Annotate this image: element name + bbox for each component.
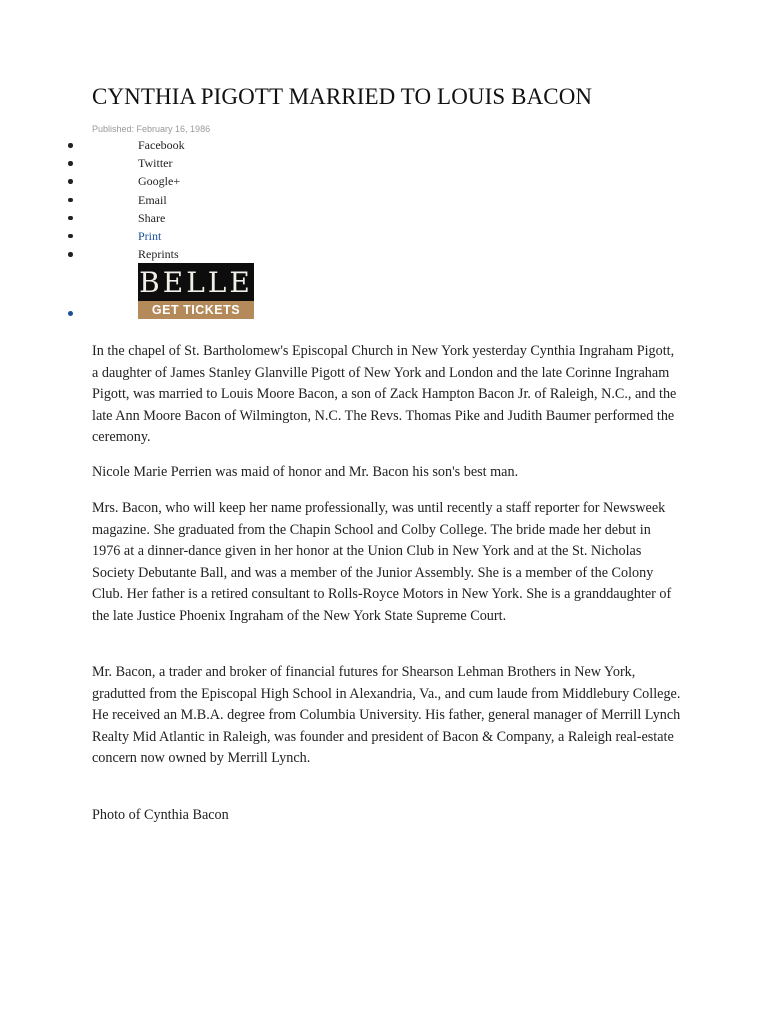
list-bullet [68, 161, 73, 166]
get-tickets-button[interactable]: GET TICKETS [138, 301, 254, 319]
list-bullet [68, 311, 73, 316]
published-date: Published: February 16, 1986 [92, 124, 211, 134]
article-paragraph-1: In the chapel of St. Bartholomew's Episcopal Church in New York yesterday Cynthia Ingraham Pigott, a daughter of James Stanley Glanville Pigott of New York and London and the late Corinne Ingraham Pigott, was married to Louis Moore Bacon, a son of Zack Hampton Bacon Jr. of Raleigh, N.C., and the late Ann Moore Bacon of Wilmington, N.C. The Revs. Thomas Pike and Judith Baumer performed the ceremony. [92, 343, 677, 446]
share-link[interactable]: Share [138, 210, 166, 225]
belle-ad-banner[interactable] [138, 263, 254, 319]
ad-title: BELLE [139, 266, 253, 299]
article-headline: CYNTHIA PIGOTT MARRIED TO LOUIS BACON [92, 84, 593, 109]
list-bullet [68, 234, 73, 239]
twitter-link[interactable]: Twitter [138, 156, 173, 171]
list-bullet [68, 198, 73, 203]
list-bullet [68, 216, 73, 221]
reprints-link[interactable]: Reprints [138, 247, 179, 262]
list-bullet [68, 143, 73, 148]
print-link[interactable]: Print [138, 228, 162, 243]
list-bullet [68, 179, 73, 184]
list-bullet [68, 252, 73, 257]
facebook-link[interactable]: Facebook [138, 138, 185, 152]
article-paragraph-4: Mr. Bacon, a trader and broker of financial futures for Shearson Lehman Brothers in New York, gradutted from the Episcopal High School in Alexandria, Va., and cum laude from Middlebury College. He received an M.B.A. degree from Columbia University. His father, general manager of Merrill Lynch Realty Mid Atlantic in Raleigh, was founder and president of Bacon & Company, a Raleigh real-estate concern now owned by Merrill Lynch. [92, 664, 681, 767]
photo-caption: Photo of Cynthia Bacon [92, 807, 229, 823]
article-paragraph-2: Nicole Marie Perrien was maid of honor and Mr. Bacon his son's best man. [92, 464, 519, 480]
article-paragraph-3: Mrs. Bacon, who will keep her name professionally, was until recently a staff reporter for Newsweek magazine. She graduated from the Chapin School and Colby College. The bride made her debut in 1976 at a dinner-dance given in her honor at the Union Club in New York and at the St. Nicholas Society Debutante Ball, and was a member of the Junior Assembly. She is a member of the Colony Club. Her father is a retired consultant to Rolls-Royce Motors in New York. She is a granddaughter of the late Justice Phoenix Ingraham of the New York State Supreme Court. [92, 500, 672, 624]
google-plus-link[interactable]: Google+ [138, 174, 181, 189]
email-link[interactable]: Email [138, 192, 167, 207]
